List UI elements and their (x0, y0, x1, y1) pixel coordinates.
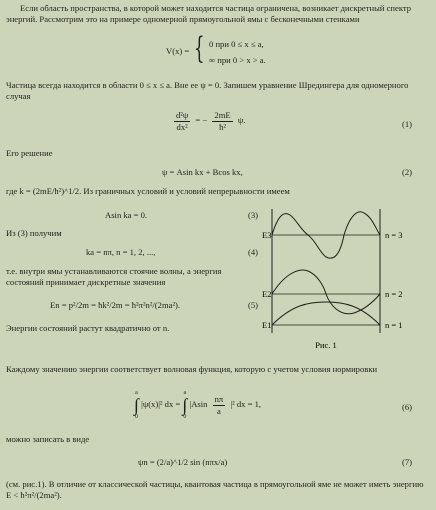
label-n1: n = 1 (385, 320, 403, 330)
potential-case-2: ∞ при 0 > x > a. (209, 55, 266, 65)
quadratic-growth-text: Энергии состояний растут квадратично от n. (6, 323, 170, 333)
eq2-text: ψ = Asin kx + Bcos kx, (162, 167, 243, 177)
where-k-text: где k = (2mE/ħ²)^1/2. Из граничных условий и условий непрерывности имеем (6, 186, 290, 196)
eq-number-1: (1) (402, 119, 413, 129)
final-paragraph: (см. рис.1). В отличие от классической частицы, квантовая частица в прямоугольной яме не может иметь энергию E < ħ²π²/(2ma²). (6, 479, 424, 500)
potential-lhs: V(x) = (166, 46, 190, 56)
normalization-equation (6, 390, 430, 422)
schrodinger-equation (6, 110, 430, 138)
label-e2: E2 (262, 289, 272, 299)
psi-tail: ψ. (237, 115, 246, 126)
label-n2: n = 2 (385, 289, 403, 299)
eq-number-5: (5) (248, 300, 259, 310)
eq6-left: |ψ(x)|² dx = (141, 398, 181, 409)
int2-limits (182, 390, 187, 420)
d2psi-fraction (174, 110, 190, 132)
equation-3 (6, 210, 266, 222)
intro-paragraph: Если область пространства, в которой может находится частица ограничена, возникает дискретный спектр энергий. Рассмотрим это на примере одномерной прямоугольной ямы с бесконечными стенками (6, 3, 412, 24)
equation-4 (6, 247, 266, 259)
wave-function-intro: Каждому значению энергии соответствует волновая функция, которую с учетом условия нормировки (6, 364, 378, 374)
int1-bottom: 0 (134, 414, 138, 420)
eq6-right: |² dx = 1, (230, 398, 262, 409)
eq7-text: ψn = (2/a)^1/2 sin (nπx/a) (138, 457, 228, 467)
frac-den-2: ħ² (219, 121, 226, 132)
integral-sign-2: ∫ (182, 395, 188, 415)
equals-minus: = − (195, 115, 208, 126)
eq5-text: En = p²/2m = ħk²/2m = ħ²π²n²/(2ma²). (50, 300, 181, 310)
eq-number-7: (7) (402, 457, 413, 467)
eq3-text: Asin ka = 0. (105, 210, 148, 220)
label-e3: E3 (262, 230, 272, 240)
energy-fraction (212, 110, 232, 132)
frac-num: d²ψ (176, 110, 189, 120)
int2-bottom: 0 (183, 414, 187, 420)
eq-number-4: (4) (248, 247, 259, 257)
from-3-text: Из (3) получим (6, 228, 62, 238)
integral-sign-1: ∫ (134, 395, 139, 415)
can-write-text: можно записать в виде (6, 434, 90, 444)
energy-levels-figure (258, 205, 434, 357)
equation-2 (6, 167, 430, 179)
int1-limits (134, 390, 139, 420)
paragraph-2: Частица всегда находится в области 0 ≤ x ≤ a. Вне ее ψ = 0. Запишем уравнение Шредингера для одномерного случая (6, 80, 409, 101)
potential-equation (6, 31, 430, 72)
eq-number-2: (2) (402, 167, 413, 177)
wave-n1 (272, 302, 380, 325)
standing-waves-text: т.е. внутри ямы устанавливаются стоячие волны, а энергия состояний принимает дискретные значения (6, 266, 222, 287)
eq6-mid: |Asin (189, 398, 208, 409)
npi-num: nπ (214, 393, 224, 404)
eq-number-3: (3) (248, 210, 259, 220)
wave-n2 (272, 270, 380, 314)
label-e1: E1 (262, 320, 272, 330)
frac-den: dx² (176, 121, 188, 132)
brace: { (194, 31, 205, 66)
equation-7 (6, 457, 430, 469)
equation-5 (6, 300, 266, 312)
npi-den: a (217, 405, 221, 416)
solution-intro: Его решение (6, 148, 53, 158)
eq-number-6: (6) (402, 402, 413, 412)
int1-top: a (135, 390, 138, 396)
label-n3: n = 3 (385, 230, 403, 240)
potential-case-1: 0 при 0 ≤ x ≤ a, (209, 39, 264, 49)
int2-top: a (183, 390, 187, 396)
npi-fraction (213, 394, 226, 416)
figure-caption: Рис. 1 (315, 340, 337, 350)
eq4-text: ka = nπ, n = 1, 2, ..., (86, 247, 156, 257)
frac-num-2: 2mE (214, 110, 231, 120)
